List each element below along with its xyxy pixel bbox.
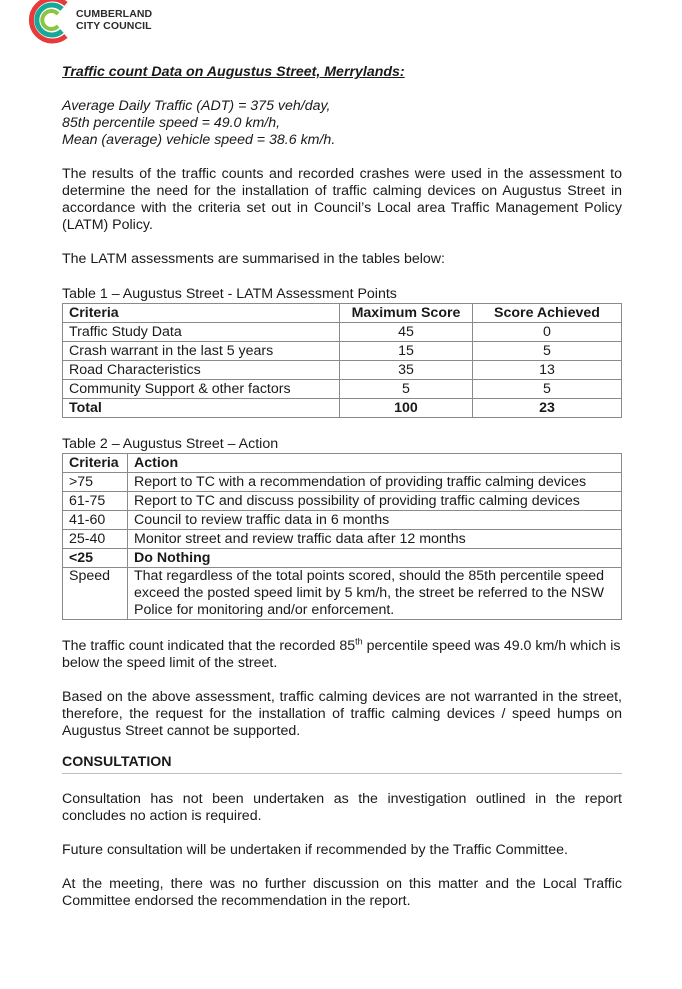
table2-header-action: Action <box>128 454 622 473</box>
council-name-line2: CITY COUNCIL <box>76 19 152 32</box>
table1-header-score-achieved: Score Achieved <box>473 304 622 323</box>
table2-cell-action: That regardless of the total points scored, should the 85th percentile speed exceed the posted speed limit by 5 km/h, the street be referred to the NSW Police for monitoring and/or enforcement. <box>128 568 622 620</box>
council-logo <box>26 0 176 48</box>
table-row <box>63 492 622 511</box>
paragraph-meeting: At the meeting, there was no further discussion on this matter and the Local Traffic Committee endorsed the recommendation in the report. <box>62 876 622 909</box>
table1-total-achieved: 23 <box>473 399 622 418</box>
table1-assessment-points <box>62 303 622 418</box>
council-name <box>76 9 152 32</box>
table1-caption: Table 1 – Augustus Street - LATM Assessment Points <box>62 286 397 302</box>
table1-cell-max: 35 <box>340 361 473 380</box>
table2-header-criteria: Criteria <box>63 454 128 473</box>
table2-cell-criteria: <25 <box>63 549 128 568</box>
table-row <box>63 323 622 342</box>
table2-cell-criteria: 41-60 <box>63 511 128 530</box>
table1-cell-achieved: 5 <box>473 342 622 361</box>
table2-cell-criteria: 61-75 <box>63 492 128 511</box>
table1-cell-criteria: Traffic Study Data <box>63 323 340 342</box>
table1-cell-criteria: Road Characteristics <box>63 361 340 380</box>
section-title: Traffic count Data on Augustus Street, Merrylands: <box>62 64 405 80</box>
stat-adt: Average Daily Traffic (ADT) = 375 veh/day, <box>62 98 331 114</box>
table2-action <box>62 453 622 620</box>
table2-cell-action: Report to TC with a recommendation of providing traffic calming devices <box>128 473 622 492</box>
table-row <box>63 530 622 549</box>
table-row <box>63 568 622 620</box>
table-row <box>63 361 622 380</box>
table-row <box>63 511 622 530</box>
table1-cell-max: 5 <box>340 380 473 399</box>
stat-85th-speed: 85th percentile speed = 49.0 km/h, <box>62 115 281 131</box>
table1-cell-criteria: Crash warrant in the last 5 years <box>63 342 340 361</box>
paragraph-conclusion: Based on the above assessment, traffic calming devices are not warranted in the street, therefore, the request for the installation of traffic calming devices / speed humps on Augustus Street cannot be supported. <box>62 689 622 739</box>
consultation-heading: CONSULTATION <box>62 754 622 774</box>
speed-result-text-end: percentile speed was 49.0 km/h which is below the speed limit of the street. <box>62 638 621 671</box>
stat-mean-speed: Mean (average) vehicle speed = 38.6 km/h. <box>62 132 336 148</box>
table2-cell-action: Council to review traffic data in 6 months <box>128 511 622 530</box>
table1-header-row <box>63 304 622 323</box>
table2-header-row <box>63 454 622 473</box>
paragraph-future-consultation: Future consultation will be undertaken if recommended by the Traffic Committee. <box>62 842 569 858</box>
council-name-line1: CUMBERLAND <box>76 8 153 20</box>
table-row <box>63 549 622 568</box>
table2-cell-criteria: 25-40 <box>63 530 128 549</box>
table1-cell-criteria: Community Support & other factors <box>63 380 340 399</box>
table2-cell-criteria: Speed <box>63 568 128 620</box>
paragraph-consultation: Consultation has not been undertaken as the investigation outlined in the report concludes no action is required. <box>62 791 622 824</box>
table2-cell-action: Monitor street and review traffic data after 12 months <box>128 530 622 549</box>
table1-cell-achieved: 13 <box>473 361 622 380</box>
table2-cell-action: Do Nothing <box>128 549 622 568</box>
paragraph-speed-result <box>62 638 622 672</box>
table-row <box>63 380 622 399</box>
table-row <box>63 342 622 361</box>
table1-cell-achieved: 0 <box>473 323 622 342</box>
table1-cell-max: 45 <box>340 323 473 342</box>
table2-caption: Table 2 – Augustus Street – Action <box>62 436 279 452</box>
table1-total-label: Total <box>63 399 340 418</box>
table1-cell-max: 15 <box>340 342 473 361</box>
council-logo-mark <box>26 0 74 44</box>
table1-header-criteria: Criteria <box>63 304 340 323</box>
table2-cell-criteria: >75 <box>63 473 128 492</box>
table-row <box>63 473 622 492</box>
table1-header-max-score: Maximum Score <box>340 304 473 323</box>
document-body <box>62 64 622 910</box>
table1-cell-achieved: 5 <box>473 380 622 399</box>
traffic-stats <box>62 98 622 149</box>
table1-total-max: 100 <box>340 399 473 418</box>
paragraph-assessment: The results of the traffic counts and recorded crashes were used in the assessment to determine the need for the installation of traffic calming devices on Augustus Street in accordance with the criteria set out in Council’s Local area Traffic Management Policy (LATM) Policy. <box>62 166 622 233</box>
table1-total-row <box>63 399 622 418</box>
speed-result-superscript: th <box>355 636 363 647</box>
speed-result-text-start: The traffic count indicated that the recorded 85 <box>62 638 356 654</box>
table2-cell-action: Report to TC and discuss possibility of providing traffic calming devices <box>128 492 622 511</box>
paragraph-tables-intro: The LATM assessments are summarised in the tables below: <box>62 251 445 267</box>
